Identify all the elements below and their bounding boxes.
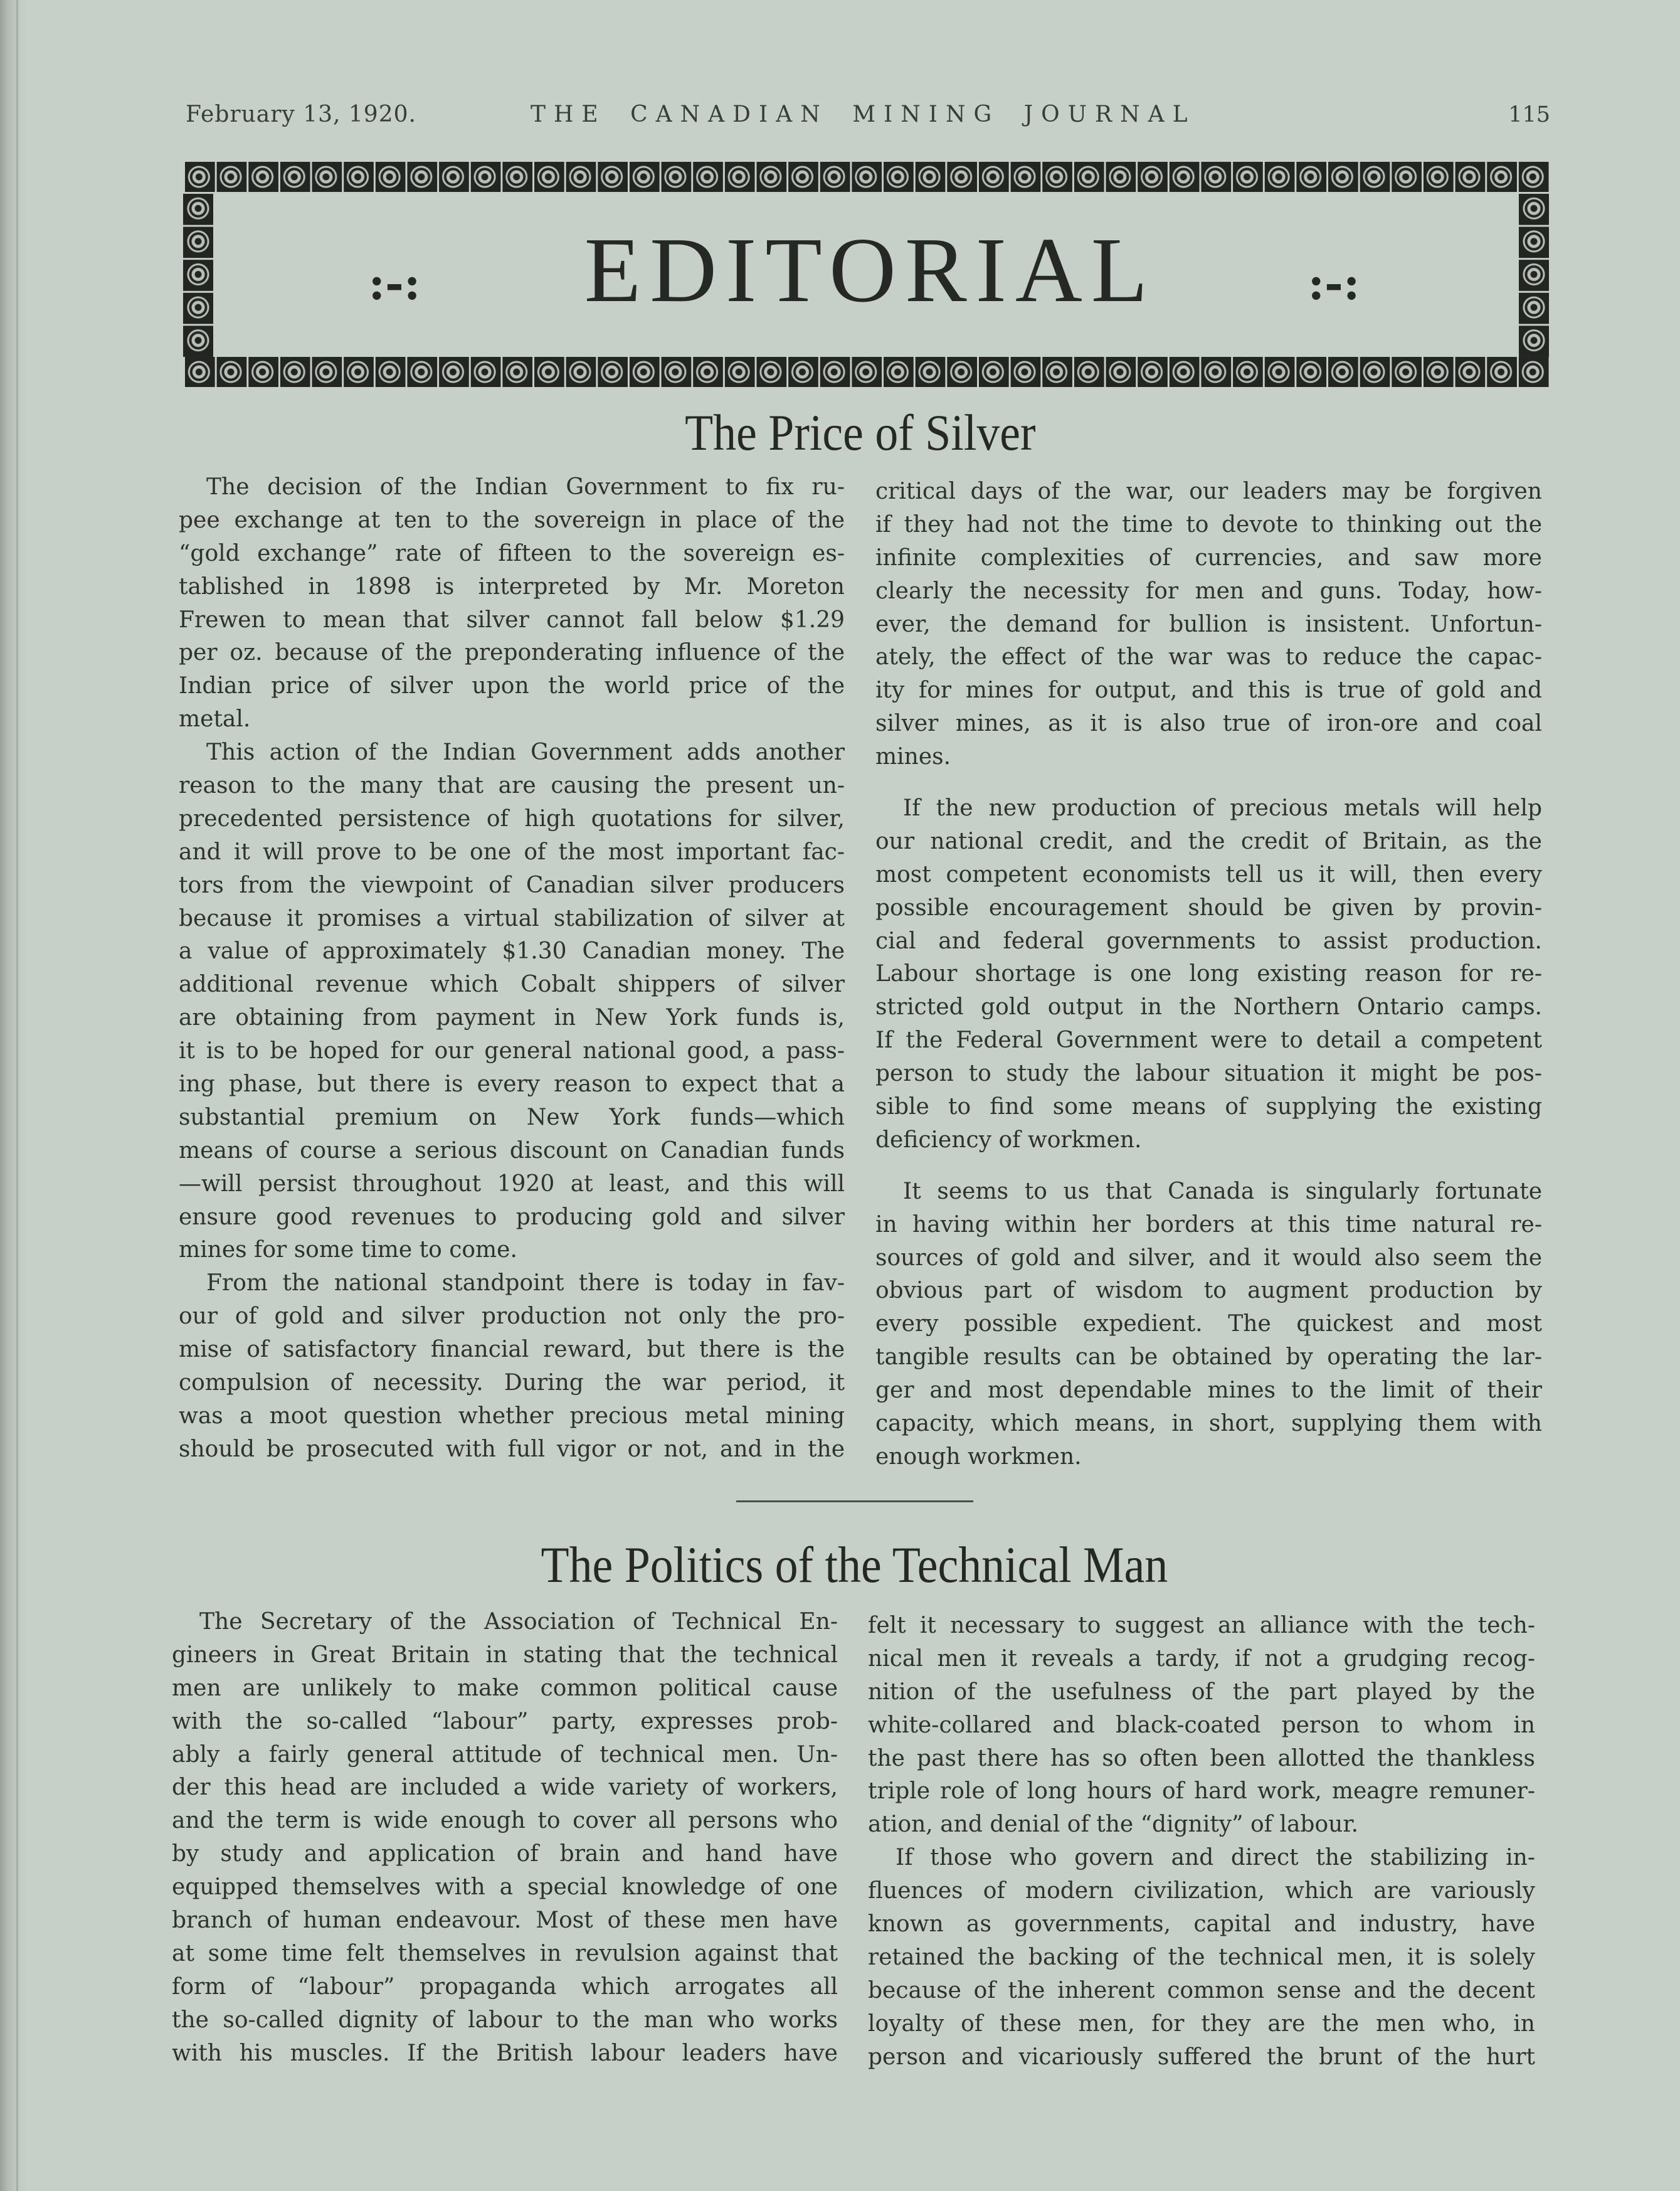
text-line: most competent economists tell us it will, then every xyxy=(875,861,1542,888)
text-line: because it promises a virtual stabilization of silver at xyxy=(179,905,845,931)
binding-edge-line xyxy=(16,0,18,2191)
text-line: mines. xyxy=(875,744,951,770)
text-line: was a moot question whether precious metal mining xyxy=(179,1403,845,1429)
text-line: compulsion of necessity. During the war period, it xyxy=(179,1370,845,1396)
ornament-left: :-: xyxy=(368,257,421,310)
article-headline-text: The Politics of the Technical Man xyxy=(541,1536,1168,1593)
issue-date: February 13, 1920. xyxy=(186,102,416,127)
text-line: our national credit, and the credit of Britain, as the xyxy=(875,828,1542,854)
text-line: person to study the labour situation it might be pos- xyxy=(875,1061,1542,1087)
text-line: der this head are included a wide variety of workers, xyxy=(172,1775,838,1801)
text-line: The decision of the Indian Government to fix ru- xyxy=(206,474,845,500)
text-line: stricted gold output in the Northern Ontario camps. xyxy=(875,994,1542,1021)
text-line: Indian price of silver upon the world price of the xyxy=(179,673,845,699)
text-column-right xyxy=(868,1610,1535,2074)
article-divider xyxy=(736,1500,973,1502)
text-line: capacity, which means, in short, supplying them with xyxy=(875,1411,1542,1437)
text-line: form of “labour” propaganda which arrogates all xyxy=(172,1973,838,2000)
text-line: tors from the viewpoint of Canadian silver producers xyxy=(179,872,845,898)
text-line: ately, the effect of the war was to reduce the capac- xyxy=(875,644,1542,671)
text-line: with the so-called “labour” party, expresses prob- xyxy=(172,1708,838,1734)
paragraph xyxy=(868,1610,1535,1842)
text-line: enough workmen. xyxy=(875,1443,1082,1470)
text-line: ensure good revenues to producing gold and silver xyxy=(179,1204,845,1230)
section-title-text: EDITORIAL xyxy=(584,219,1157,322)
text-line: If the new production of precious metals will help xyxy=(903,795,1542,822)
text-line: nical men it reveals a tardy, if not a grudging recog- xyxy=(868,1645,1535,1672)
text-line: ger and most dependable mines to the limit of their xyxy=(875,1377,1542,1404)
text-line: reason to the many that are causing the present un- xyxy=(179,773,845,799)
text-line: possible encouragement should be given by provin- xyxy=(875,894,1542,921)
text-line: means of course a serious discount on Canadian funds xyxy=(179,1137,845,1164)
text-line: loyalty of these men, for they are the men who, in xyxy=(868,2010,1535,2037)
text-line: From the national standpoint there is today in fav- xyxy=(206,1270,845,1297)
text-line: tablished in 1898 is interpreted by Mr. Moreton xyxy=(179,573,845,600)
text-line: ing phase, but there is every reason to expect that a xyxy=(179,1071,845,1098)
text-line: pee exchange at ten to the sovereign in place of the xyxy=(179,507,845,533)
text-line: Frewen to mean that silver cannot fall below $1.29 xyxy=(179,607,845,633)
text-column-left xyxy=(172,1606,838,2070)
paragraph xyxy=(179,1267,845,1466)
text-line: critical days of the war, our leaders may be forgiven xyxy=(875,479,1542,504)
paragraph xyxy=(868,1842,1535,2074)
text-line: precedented persistence of high quotations for silver, xyxy=(179,805,845,832)
text-line: person and vicariously suffered the brunt of the hurt xyxy=(868,2044,1535,2070)
text-line: —will persist throughout 1920 at least, and this will xyxy=(179,1170,845,1197)
text-line: ever, the demand for bullion is insistent. Unfortun- xyxy=(875,611,1542,637)
text-line: “gold exchange” rate of fifteen to the sovereign es- xyxy=(179,540,845,566)
paragraph xyxy=(875,1175,1542,1474)
text-line: mise of satisfactory financial reward, but there is the xyxy=(179,1337,845,1363)
text-line: tangible results can be obtained by operating the lar- xyxy=(875,1344,1542,1371)
paragraph xyxy=(179,471,845,736)
text-line: ably a fairly general attitude of technical men. Un- xyxy=(172,1741,838,1768)
text-column-right xyxy=(875,475,1542,1474)
text-line: it is to be hoped for our general national good, a pass- xyxy=(179,1038,845,1064)
page-number: 115 xyxy=(1508,102,1550,127)
ornamental-border-top xyxy=(183,162,1549,192)
text-line: additional revenue which Cobalt shippers of silver xyxy=(179,972,845,998)
text-line: If the Federal Government were to detail a competent xyxy=(875,1027,1542,1054)
text-line: sible to find some means of supplying the existing xyxy=(875,1094,1542,1120)
text-line: if they had not the time to devote to thinking out the xyxy=(875,511,1542,538)
text-line: gineers in Great Britain in stating that the technical xyxy=(172,1642,838,1668)
text-line: obvious part of wisdom to augment production by xyxy=(875,1278,1542,1304)
text-line: branch of human endeavour. Most of these men have xyxy=(172,1907,838,1934)
text-line: retained the backing of the technical men, it is solely xyxy=(868,1944,1535,1970)
text-line: ation, and denial of the “dignity” of labour. xyxy=(868,1812,1359,1838)
text-line: by study and application of brain and hand have xyxy=(172,1841,838,1867)
article-headline xyxy=(179,401,1542,464)
text-line: triple role of long hours of hard work, meagre remuner- xyxy=(868,1778,1535,1805)
text-line: cial and federal governments to assist production. xyxy=(875,928,1542,954)
text-line: at some time felt themselves in revulsion against that xyxy=(172,1940,838,1966)
text-line: sources of gold and silver, and it would also seem the xyxy=(875,1244,1542,1271)
text-line: and the term is wide enough to cover all persons who xyxy=(172,1808,838,1834)
ornament-right: :-: xyxy=(1308,257,1360,310)
text-line: felt it necessary to suggest an alliance with the tech- xyxy=(868,1613,1535,1638)
text-line: our of gold and silver production not only the pro- xyxy=(179,1303,845,1330)
text-column-left xyxy=(179,471,845,1467)
text-line: white-collared and black-coated person to whom in xyxy=(868,1712,1535,1738)
text-line: infinite complexities of currencies, and saw more xyxy=(875,544,1542,571)
text-line: deficiency of workmen. xyxy=(875,1127,1142,1153)
text-line: Labour shortage is one long existing reason for re- xyxy=(875,961,1542,987)
text-line: This action of the Indian Government adds another xyxy=(206,740,845,766)
article-headline xyxy=(172,1534,1536,1596)
text-line: a value of approximately $1.30 Canadian money. The xyxy=(179,938,845,965)
text-line: nition of the usefulness of the part played by the xyxy=(868,1679,1535,1705)
text-line: because of the inherent common sense and the decent xyxy=(868,1977,1535,2003)
text-line: with his muscles. If the British labour leaders have xyxy=(172,2040,838,2066)
text-line: and it will prove to be one of the most important fac- xyxy=(179,839,845,865)
text-line: equipped themselves with a special knowledge of one xyxy=(172,1874,838,1901)
text-line: per oz. because of the preponderating influence of the xyxy=(179,640,845,666)
text-line: the past there has so often been allotted the thankless xyxy=(868,1745,1535,1771)
paragraph xyxy=(172,1606,838,2070)
paragraph xyxy=(875,792,1542,1157)
text-line: are obtaining from payment in New York funds is, xyxy=(179,1005,845,1031)
text-line: should be prosecuted with full vigor or not, and in the xyxy=(179,1436,845,1462)
ornamental-border-bottom xyxy=(183,357,1549,387)
text-line: It seems to us that Canada is singularly fortunate xyxy=(903,1178,1542,1204)
text-line: men are unlikely to make common political cause xyxy=(172,1675,838,1701)
text-line: silver mines, as it is also true of iron-ore and coal xyxy=(875,711,1542,737)
text-line: clearly the necessity for men and guns. Today, how- xyxy=(875,578,1542,604)
text-line: If those who govern and direct the stabilizing in- xyxy=(895,1845,1535,1871)
text-line: in having within her borders at this time natural re- xyxy=(875,1211,1542,1238)
text-line: fluences of modern civilization, which are variously xyxy=(868,1878,1535,1904)
text-line: The Secretary of the Association of Technical En- xyxy=(199,1609,838,1635)
text-line: substantial premium on New York funds—which xyxy=(179,1104,845,1130)
text-line: mines for some time to come. xyxy=(179,1237,517,1263)
journal-title: THE CANADIAN MINING JOURNAL xyxy=(531,102,1196,127)
paragraph xyxy=(179,736,845,1267)
text-line: known as governments, capital and industry, have xyxy=(868,1911,1535,1938)
paragraph xyxy=(875,475,1542,774)
text-line: ity for mines for output, and this is true of gold and xyxy=(875,677,1542,704)
text-line: every possible expedient. The quickest and most xyxy=(875,1311,1542,1337)
text-line: the so-called dignity of labour to the man who works xyxy=(172,2007,838,2033)
article-headline-text: The Price of Silver xyxy=(685,404,1036,461)
text-line: metal. xyxy=(179,706,251,733)
